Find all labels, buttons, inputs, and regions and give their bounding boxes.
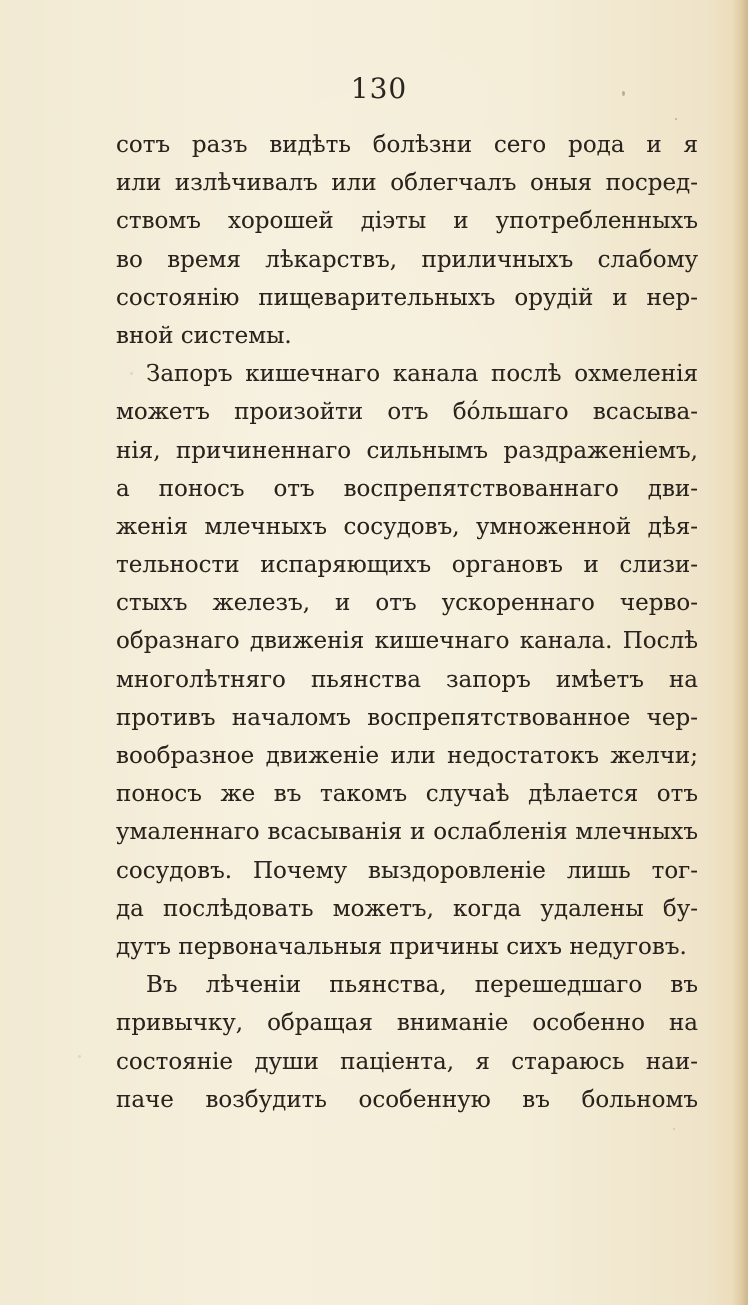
- text-line: можетъ произойти отъ бо́льшаго всасыва-: [116, 399, 698, 426]
- text-line: тельности испаряющихъ органовъ и слизи-: [116, 552, 698, 579]
- text-line: во время лѣкарствъ, приличныхъ слабому: [116, 246, 698, 273]
- text-line: нiя, причиненнаго сильнымъ раздраженiемъ,: [116, 437, 698, 464]
- text-line: Въ лѣченiи пьянства, перешедшаго въ: [146, 972, 698, 999]
- text-line: противъ началомъ воспрепятствованное чер-: [116, 704, 698, 731]
- text-line: сотъ разъ видѣть болѣзни сего рода и я: [116, 132, 698, 158]
- page-text: [116, 126, 698, 1119]
- paper-speck: [675, 118, 677, 120]
- paper-speck: [622, 91, 625, 96]
- text-line: женiя млечныхъ сосудовъ, умноженной дѣя-: [116, 513, 698, 540]
- paper-speck: [78, 1055, 81, 1058]
- text-line: паче возбудить особенную въ больномъ: [116, 1086, 698, 1113]
- text-line: да послѣдовать можетъ, когда удалены бу-: [116, 895, 698, 922]
- text-line: стыхъ железъ, и отъ ускореннаго черво-: [116, 590, 698, 617]
- text-line: состоянiе души пацiента, я стараюсь наи-: [116, 1048, 698, 1075]
- text-line: вной системы.: [116, 322, 292, 349]
- text-line: умаленнаго всасыванiя и ослабленiя млечныхъ: [116, 819, 698, 846]
- text-line: а поносъ отъ воспрепятствованнаго дви-: [116, 475, 698, 502]
- text-line: ствомъ хорошей дiэты и употребленныхъ: [116, 208, 698, 235]
- text-line: состоянiю пищеварительныхъ орудiй и нер-: [116, 284, 698, 311]
- text-line: образнаго движенiя кишечнаго канала. Послѣ: [116, 628, 698, 655]
- text-line: или излѣчивалъ или облегчалъ оныя посред-: [116, 170, 698, 197]
- text-line: поносъ же въ такомъ случаѣ дѣлается отъ: [116, 781, 698, 808]
- text-line: Запоръ кишечнаго канала послѣ охмеленiя: [146, 361, 698, 388]
- text-line: многолѣтняго пьянства запоръ имѣетъ на: [116, 666, 698, 693]
- page-number: 130: [350, 72, 408, 105]
- text-line: вообразное движенiе или недостатокъ желчи;: [116, 743, 698, 769]
- paper-speck: [130, 372, 133, 375]
- paper-speck: [673, 1128, 675, 1130]
- text-line: сосудовъ. Почему выздоровленiе лишь тог-: [116, 857, 698, 884]
- page-edge-shadow: [732, 0, 748, 1305]
- text-line: дутъ первоначальныя причины сихъ недуговъ.: [116, 933, 687, 960]
- text-line: привычку, обращая вниманiе особенно на: [116, 1010, 698, 1037]
